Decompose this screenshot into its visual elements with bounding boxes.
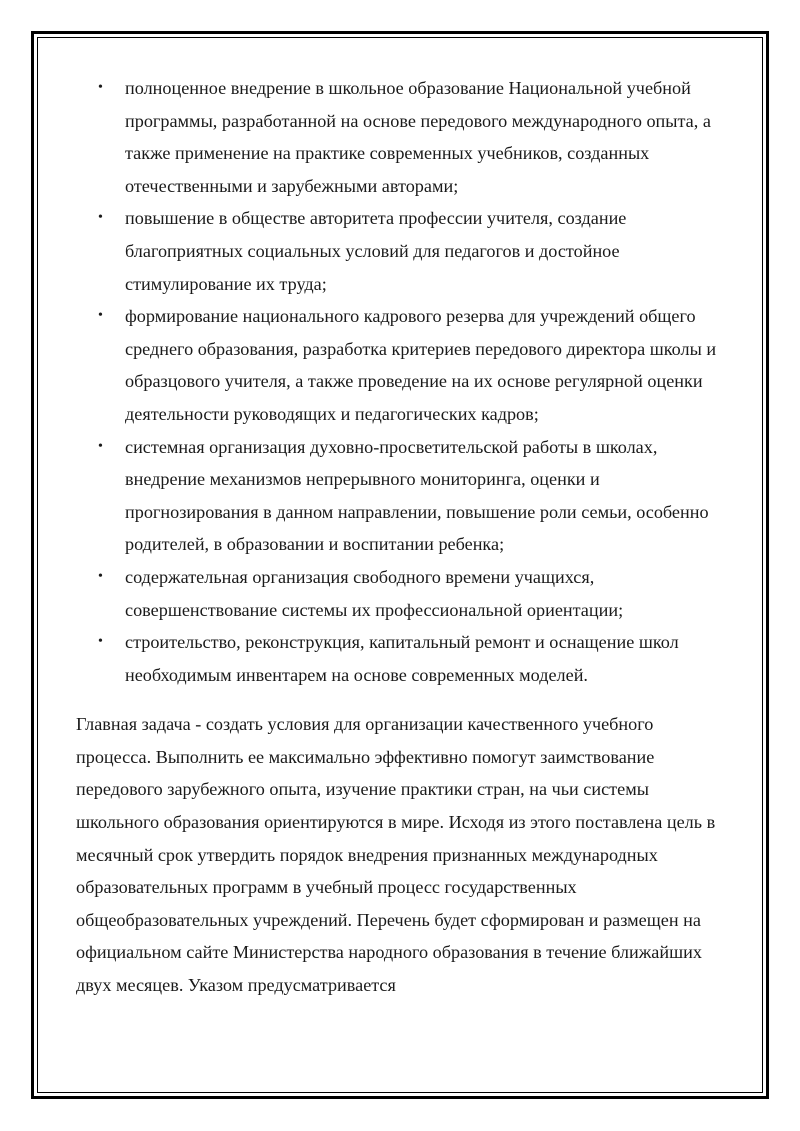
bullet-item [76,202,726,300]
bullet-icon: • [98,80,103,95]
bullet-item [76,626,726,691]
bullet-text: системная организация духовно-просветительской работы в школах, внедрение механизмов непрерывного мониторинга, оценки и прогнозирования в данном направлении, повышение роли семьи, особенно родителей, в образовании и воспитании ребенка; [125,436,709,555]
bullet-icon: • [98,438,103,454]
bullet-icon: • [98,210,103,226]
bullet-icon: • [98,308,103,324]
bullet-text: строительство, реконструкция, капитальный ремонт и оснащение школ необходимым инвентарем на основе современных моделей. [125,632,679,685]
body-paragraph: Главная задача - создать условия для организации качественного учебного процесса. Выполнить ее максимально эффективно помогут заимствование передового зарубежного опыта, изучение практики стран, на чьи системы школьного образования ориентируются в мире. Исходя из этого поставлена цель в месячный срок утвердить порядок внедрения признанных международных образовательных программ в учебный процесс государственных общеобразовательных учреждений. Перечень будет сформирован и размещен на официальном сайте Министерства народного образования в течение ближайших двух месяцев. Указом предусматривается [76,714,716,996]
bullet-icon: • [98,568,103,584]
bullet-item [76,300,726,430]
bullet-item [76,72,726,202]
document-body [76,72,726,1002]
bullet-text: полноценное внедрение в школьное образование Национальной учебной программы, разработанной на основе передового международного опыта, а также применение на практике современных учебников, созданных отечественными и зарубежными авторами; [125,78,711,196]
bullet-text: содержательная организация свободного времени учащихся, совершенствование системы их профессиональной ориентации; [125,566,624,620]
bullet-item [76,561,726,626]
bullet-list [76,72,726,691]
bullet-icon: • [98,634,103,650]
bullet-text: повышение в обществе авторитета профессии учителя, создание благоприятных социальных условий для педагогов и достойное стимулирование их труда; [125,208,627,294]
bullet-text: формирование национального кадрового резерва для учреждений общего среднего образования, разработка критериев передового директора школы и образцового учителя, а также проведение на их основе регулярной оценки деятельности руководящих и педагогических кадров; [125,306,717,424]
bullet-item [76,431,726,561]
